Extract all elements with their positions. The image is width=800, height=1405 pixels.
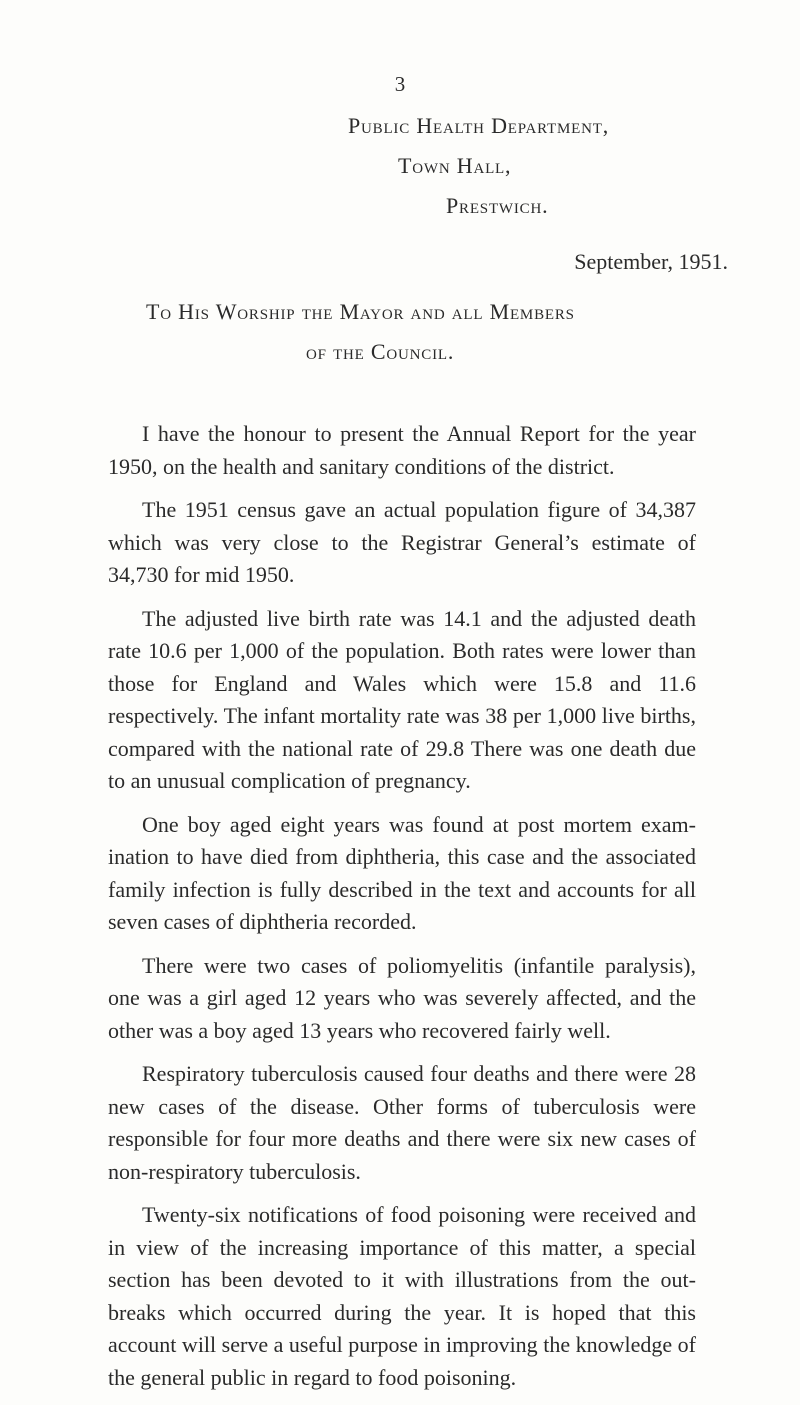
- report-body: [108, 418, 696, 1405]
- paragraph-census: The 1951 census gave an actual population figure of 34,387 which was very close to the Registrar General’s estimate of 34,730 for mid 1950.: [108, 497, 696, 587]
- salutation-line-2: of the Council.: [306, 339, 455, 364]
- letter-date: September, 1951.: [574, 249, 728, 274]
- address-line-building: Town Hall,: [398, 153, 512, 178]
- paragraph-tuberculosis: Respiratory tuberculosis caused four deaths and there were 28 new cases of the disease. Other forms of tuberculosis were responsible for four more deaths and there were six new cases of non-respiratory tuberculosis.: [108, 1061, 696, 1184]
- salutation-line-1: To His Worship the Mayor and all Members: [146, 299, 575, 324]
- paragraph-poliomyelitis: There were two cases of poliomyelitis (infantile paralysis), one was a girl aged 12 years who was severely affected, and the other was a boy aged 13 years who recovered fairly well.: [108, 952, 696, 1043]
- page-number: 3: [394, 72, 406, 96]
- paragraph-introduction: I have the honour to present the Annual Report for the year 1950, on the health and sanitary conditions of the district.: [108, 421, 696, 479]
- paragraph-food-poisoning: Twenty-six notifications of food poisoning were received and in view of the increasing importance of this matter, a special section has been devoted to it with illustrations from the out- breaks which occurred during the year. It is hoped that this account will serve a useful purpose in improving the knowledge of the general public in regard to food poisoning.: [108, 1202, 696, 1390]
- paragraph-diphtheria: One boy aged eight years was found at post mortem exam- ination to have died from diphtheria, this case and the associated family infection is fully described in the text and accounts for all seven cases of diphtheria recorded.: [108, 811, 696, 934]
- address-line-department: Public Health Department,: [348, 113, 610, 138]
- paragraph-birth-death-rates: The adjusted live birth rate was 14.1 and the adjusted death rate 10.6 per 1,000 of the population. Both rates were lower than those for England and Wales which were 15.8 and 11.6 respectively. The infant mortality rate was 38 per 1,000 live births, compared with the national rate of 29.8 There was one death due to an unusual complication of pregnancy.: [108, 605, 696, 793]
- address-line-town: Prestwich.: [446, 193, 549, 218]
